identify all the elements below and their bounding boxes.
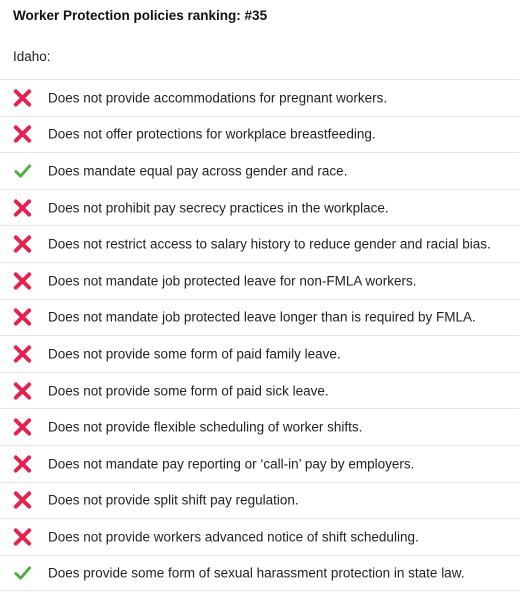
policy-row-10 bbox=[0, 408, 519, 445]
policy-text: Does not provide accommodations for pregnant workers. bbox=[48, 90, 388, 106]
policy-list bbox=[0, 79, 519, 591]
policy-row-1 bbox=[0, 79, 519, 116]
x-icon bbox=[13, 88, 32, 107]
policy-text: Does not mandate job protected leave for non-FMLA workers. bbox=[48, 273, 417, 289]
policy-row-2 bbox=[0, 116, 519, 153]
x-icon bbox=[13, 235, 32, 254]
x-icon bbox=[13, 271, 32, 290]
policy-text: Does not mandate pay reporting or ‘call-in’ pay by employers. bbox=[48, 456, 415, 472]
x-icon bbox=[13, 198, 32, 217]
policy-text: Does not offer protections for workplace breastfeeding. bbox=[48, 126, 376, 142]
policy-row-11 bbox=[0, 445, 519, 482]
x-icon bbox=[13, 381, 32, 400]
policy-text: Does not restrict access to salary history to reduce gender and racial bias. bbox=[48, 236, 491, 252]
policy-text: Does not provide some form of paid sick leave. bbox=[48, 383, 329, 399]
x-icon bbox=[13, 418, 32, 437]
policy-row-14 bbox=[0, 555, 519, 592]
x-icon bbox=[13, 308, 32, 327]
state-label: Idaho: bbox=[13, 49, 51, 64]
policy-row-4 bbox=[0, 189, 519, 226]
policy-text: Does not provide split shift pay regulation. bbox=[48, 492, 299, 508]
policy-row-7 bbox=[0, 299, 519, 336]
policy-row-8 bbox=[0, 335, 519, 372]
policy-row-13 bbox=[0, 518, 519, 555]
policy-text: Does not provide workers advanced notice of shift scheduling. bbox=[48, 529, 419, 545]
check-icon bbox=[13, 564, 32, 583]
x-icon bbox=[13, 344, 32, 363]
policy-text: Does mandate equal pay across gender and race. bbox=[48, 163, 348, 179]
policy-row-9 bbox=[0, 372, 519, 409]
policy-text: Does not provide some form of paid family leave. bbox=[48, 346, 341, 362]
page-title: Worker Protection policies ranking: #35 bbox=[13, 8, 268, 23]
policy-row-3 bbox=[0, 152, 519, 189]
policy-text: Does provide some form of sexual harassment protection in state law. bbox=[48, 565, 465, 581]
policy-text: Does not prohibit pay secrecy practices in the workplace. bbox=[48, 200, 389, 216]
x-icon bbox=[13, 527, 32, 546]
policy-row-5 bbox=[0, 225, 519, 262]
policy-text: Does not provide flexible scheduling of worker shifts. bbox=[48, 419, 363, 435]
policy-text: Does not mandate job protected leave longer than is required by FMLA. bbox=[48, 309, 476, 325]
x-icon bbox=[13, 491, 32, 510]
x-icon bbox=[13, 454, 32, 473]
x-icon bbox=[13, 125, 32, 144]
check-icon bbox=[13, 161, 32, 180]
policy-row-12 bbox=[0, 482, 519, 519]
policy-row-6 bbox=[0, 262, 519, 299]
